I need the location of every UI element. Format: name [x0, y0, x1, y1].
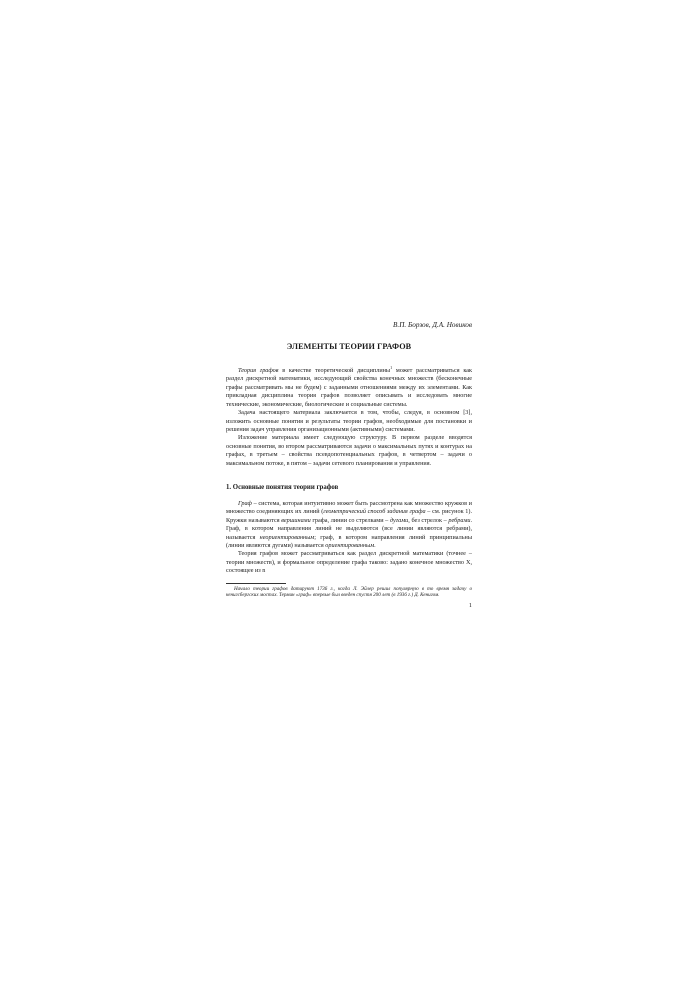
term-vertices: вершинами [281, 516, 311, 524]
document-page [226, 321, 472, 610]
term-graph-theory: Теория графов [238, 367, 279, 375]
term-edges: ребрами [448, 516, 471, 524]
section-heading: 1. Основные понятия теории графов [226, 483, 339, 491]
body-text: графа, линии со стрелками – [312, 516, 389, 524]
intro-text: в качестве теоретической дисциплины [282, 367, 391, 375]
page-number: 1 [468, 602, 472, 610]
intro-text: может рассматриваться как раздел дискретной математики, исследующий свойства конечных множеств (бесконечные графы рассматривать мы не будем) с заданными отношениями между их элементами. Как прикладная дисциплина теория графов позволяет описывать и исследовать многие технические, экономические, биологические и социальные системы. [226, 367, 472, 408]
section1-paragraph-1 [226, 500, 472, 550]
body-text: , без стрелок – [408, 516, 447, 524]
intro-paragraph-1 [226, 364, 472, 409]
term-geometric: геометрический способ задания графа [323, 508, 426, 516]
body-text: ; граф, в котором направления линий принципиальны (линии являются дугами) называется [226, 533, 472, 549]
intro-paragraph-2: Задача настоящего материала заключается в том, чтобы, следуя, в основном [3], изложить основные понятия и результаты теории графов, необходимые для постановки и решения задач управления организационными (активными) системами. [226, 409, 472, 433]
body-text: . Граф, в котором направления линий не выделяются (все линии являются ребрами), называется [226, 516, 473, 541]
body-text: – система, которая интуитивно может быть рассмотрена как множество кружков и множество соединяющих их линий ( [226, 499, 472, 516]
authors: В.П. Борзов, Д.А. Новиков [393, 321, 472, 329]
section1-paragraph-2: Теория графов может рассматриваться как раздел дискретной математики (точнее – теории множеств), и формальное определение графа таково: задано конечное множество X, состоящее из n [226, 550, 472, 575]
term-undirected: неориентированным [259, 533, 315, 541]
intro-paragraph-3: Изложение материала имеет следующую структуру. В первом разделе вводятся основные понятия, во втором рассматриваются задачи о максимальных путях и контурах на графах, в третьем – свойства псевдопотенциальных графов, в четвертом – задачи о максимальном потоке, в пятом – задачи сетевого планирования и управления. [226, 434, 472, 467]
footnote: Начало теории графов датируют 1736 г., когда Л. Эйлер решил популярную в то время задачу о кенигсбергских мостах. Термин «граф» впервые был введен спустя 200 лет (в 1936 г.) Д. Кенигом. [226, 585, 472, 599]
body-text: – см. рисунок 1). Кружки называются [226, 508, 472, 524]
term-graph: Граф [238, 499, 252, 507]
term-arcs: дугами [389, 516, 409, 524]
term-directed: ориентированным [325, 541, 375, 549]
body-text: . [374, 541, 376, 549]
document-title: ЭЛЕМЕНТЫ ТЕОРИИ ГРАФОВ [286, 342, 412, 351]
footnote-separator [226, 583, 286, 584]
footnote-mark: 1 [390, 365, 393, 370]
